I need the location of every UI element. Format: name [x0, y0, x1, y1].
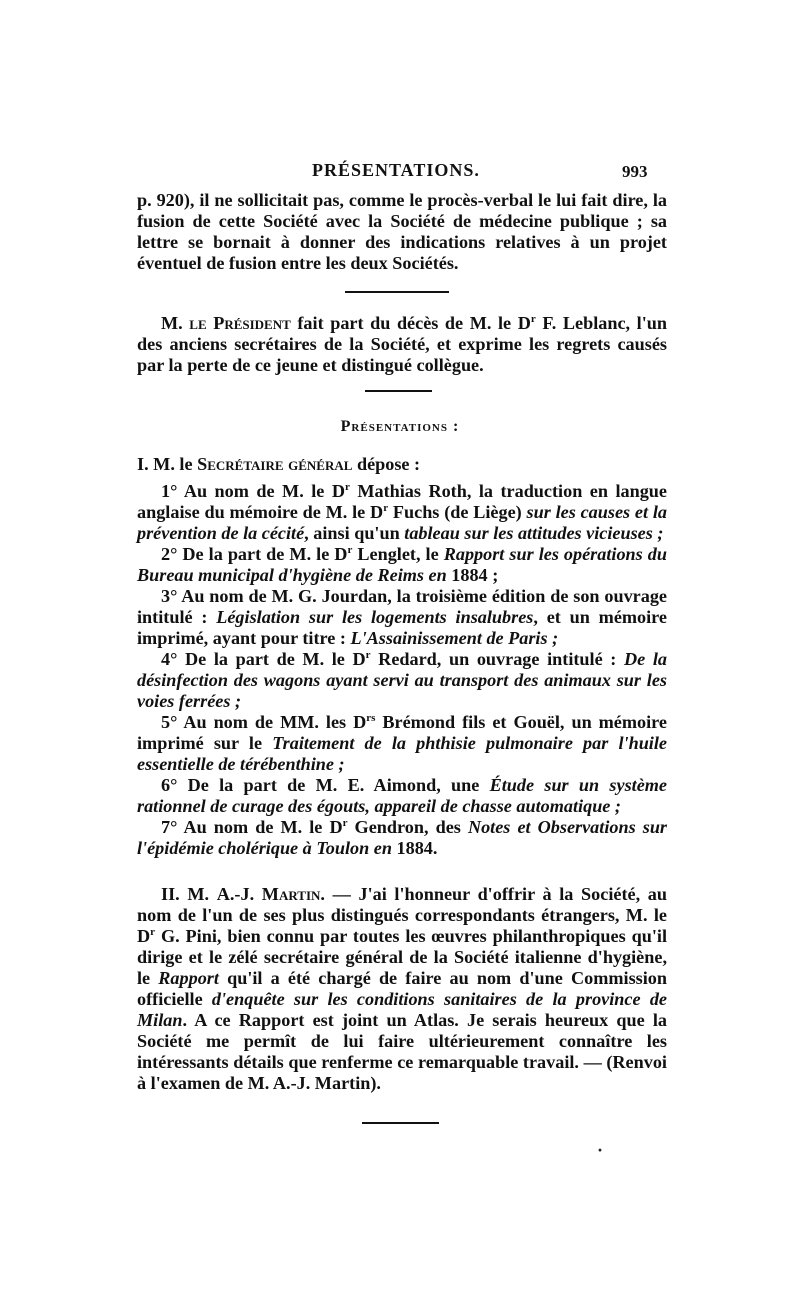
text-span: 1° Au nom de M. le D: [161, 481, 345, 501]
text-span: F. Leblanc, l'un des anciens secrétaires de la Société, et exprime les regrets causés par la perte de ce jeune et distingué collègue.: [137, 313, 667, 375]
sup-mark: r: [530, 312, 536, 325]
text-span: . — J'ai l'honneur d'offrir à la Société, au nom de l'un de ses plus distingués correspondants étrangers, M. le D: [137, 884, 668, 946]
text-span: II. M.: [161, 884, 217, 904]
paragraph-deces-text: [137, 313, 667, 376]
list-item: [137, 586, 667, 649]
text-span: 5° Au nom de MM. les D: [161, 712, 367, 732]
title-italic: Notes et Observations sur l'épidémie cholérique à Toulon en: [137, 817, 668, 858]
title-italic: L'Assainissement de Paris ;: [350, 628, 559, 648]
text-span: I. M. le: [137, 454, 198, 474]
presentations-list: [137, 454, 667, 859]
title-italic: Législation sur les logements insalubres: [216, 607, 534, 627]
text-span: , ainsi qu'un: [304, 523, 405, 543]
title-italic: Rapport sur les opérations du Bureau municipal d'hygiène de Reims en: [137, 544, 667, 585]
text-span: 4° De la part de M. le D: [161, 649, 366, 669]
text-span: . A ce Rapport est joint un Atlas. Je serais heureux que la Société me permît de lui faire ultérieurement connaître les intéressants détails que renferme ce remarquable travail. — (Renvoi à l'examen de M. A.-J. Martin).: [137, 1010, 667, 1093]
speaker-label: A.-J. Martin: [216, 884, 321, 904]
paragraph-martin-text: [137, 884, 667, 1094]
sup-mark: r: [383, 501, 389, 514]
text-span: , et un mémoire imprimé, ayant pour titre :: [137, 607, 668, 648]
text-span: 2° De la part de M. le D: [161, 544, 348, 564]
title-italic: tableau sur les attitudes vicieuses ;: [404, 523, 664, 543]
text-span: 3° Au nom de M. G. Jourdan, la troisième édition de son ouvrage intitulé :: [137, 586, 667, 627]
text-span: fait part du décès de M. le D: [290, 313, 531, 333]
section-rule: [345, 291, 449, 293]
section-rule: [362, 1122, 439, 1124]
text-span: Gendron, des: [347, 817, 468, 837]
list-item: [137, 544, 667, 586]
list-item: [137, 775, 667, 817]
sup-mark: r: [365, 648, 371, 661]
paragraph-deces: [137, 313, 667, 376]
text-span: Lenglet, le: [352, 544, 444, 564]
page-header: [0, 160, 800, 190]
text-span: qu'il a été chargé de faire au nom d'une Commission officielle: [137, 968, 667, 1009]
sup-mark: r: [347, 543, 353, 556]
sup-mark: r: [342, 816, 348, 829]
text-span: 7° Au nom de M. le D: [161, 817, 343, 837]
page-number: 993: [622, 162, 648, 181]
text-span: 1884.: [391, 838, 438, 858]
speaker-label: M. le Président: [161, 313, 291, 333]
text-span: dépose :: [352, 454, 421, 474]
running-title: PRÉSENTATIONS.: [312, 160, 480, 180]
title-italic: d'enquête sur les conditions sanitaires de la province de Milan: [137, 989, 667, 1030]
paragraph-fusion: [137, 190, 667, 274]
stray-dot: ·: [597, 1140, 604, 1160]
paragraph-martin: [137, 884, 667, 1094]
section-rule: [365, 390, 432, 392]
role-label: Secrétaire général: [197, 454, 353, 474]
text-span: Fuchs (de Liège): [388, 502, 527, 522]
list-item: [137, 649, 667, 712]
list-item: [137, 712, 667, 775]
list-item: [137, 481, 667, 544]
title-italic: Étude sur un système rationnel de curage des égouts, appareil de chasse automatique ;: [137, 775, 667, 816]
text-span: Mathias Roth, la traduction en langue anglaise du mémoire de M. le D: [137, 481, 667, 522]
text-span: Redard, un ouvrage intitulé :: [370, 649, 624, 669]
presentations-heading: Présentations :: [340, 418, 460, 435]
list-item: [137, 817, 667, 859]
sup-mark: rs: [366, 711, 376, 724]
title-italic: De la désinfection des wagons ayant servi au transport des animaux sur les voies ferrées ;: [137, 649, 667, 711]
presentations-intro: [137, 454, 667, 475]
title-italic: Rapport: [158, 968, 219, 988]
text-span: 1884 ;: [446, 565, 499, 585]
sup-mark: r: [344, 480, 350, 493]
title-italic: sur les causes et la prévention de la cécité: [137, 502, 667, 543]
text-span: 6° De la part de M. E. Aimond, une: [161, 775, 490, 795]
sup-mark: r: [150, 925, 156, 938]
text-span: Brémond fils et Gouël, un mémoire imprimé sur le: [137, 712, 667, 753]
text-span: G. Pini, bien connu par toutes les œuvres philanthropiques qu'il dirige et le zélé secrétaire général de la Société italienne d'hygiène, le: [137, 926, 667, 988]
title-italic: Traitement de la phthisie pulmonaire par l'huile essentielle de térébenthine ;: [137, 733, 667, 774]
paragraph-fusion-text: p. 920), il ne sollicitait pas, comme le procès-verbal le lui fait dire, la fusion de cette Société avec la Société de médecine publique ; sa lettre se bornait à donner des indications relatives à un projet éventuel de fusion entre les deux Sociétés.: [137, 190, 667, 273]
